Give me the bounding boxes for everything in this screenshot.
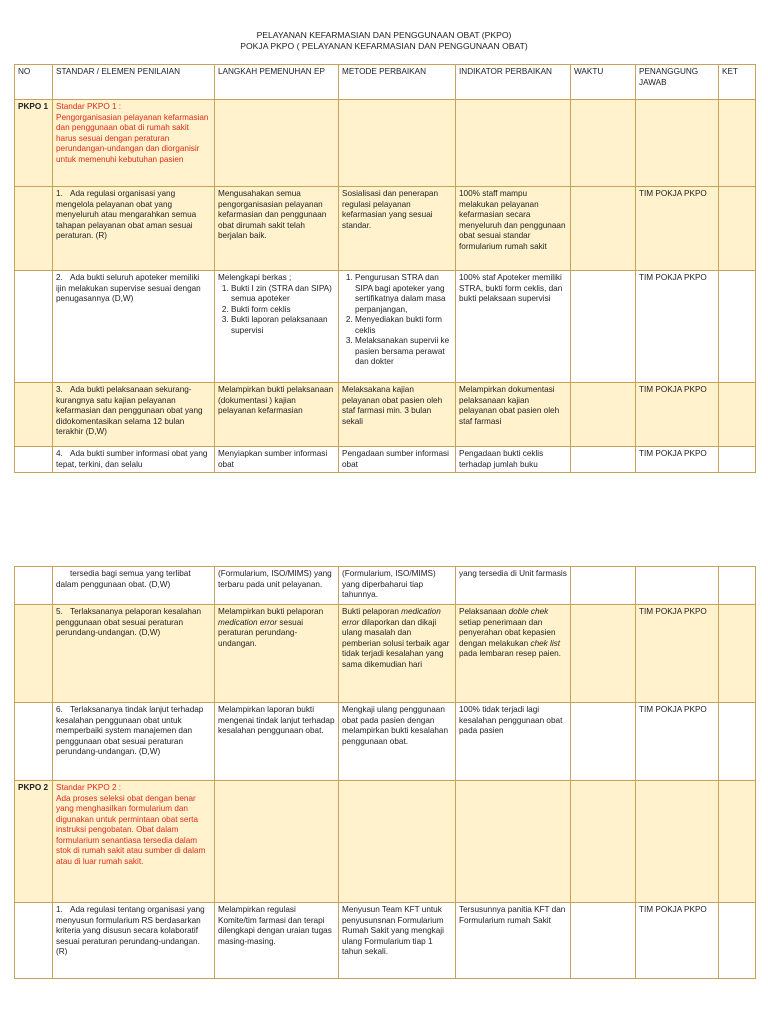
ep-metode: Melaksakana kajian pelayanan obat pasien oleh staf farmasi min. 3 bulan sekali xyxy=(339,383,456,447)
pkpo2-standar-text: Ada proses seleksi obat dengan benar yang menghasilkan formularium dan digunakan untuk permintaan obat serta instruksi pengobatan. Obat dalam formularium senantiasa tersedia dalam stok di rumah sakit atau sumber di dalam atau di luar rumah sakit. xyxy=(56,793,206,866)
pkpo1-standard-row xyxy=(15,100,756,187)
header-row xyxy=(15,65,756,100)
ep-langkah: Melampirkan regulasi Komite/tim farmasi dan terapi dilengkapi dengan uraian tugas masing-masing. xyxy=(215,903,339,979)
ep-ket xyxy=(719,187,756,271)
col-header-langkah: LANGKAH PEMENUHAN EP xyxy=(215,65,339,100)
pkpo2-standar xyxy=(53,781,215,903)
table-row xyxy=(15,903,756,979)
ep-langkah: Mengusahakan semua pengorganisasian pelayanan kefarmasian dan penggunaan obat dirumah sakit telah berjalan baik. xyxy=(215,187,339,271)
pkpo1-standar-text: Pengorganisasian pelayanan kefarmasian dan penggunaan obat di rumah sakit harus sesuai dengan peraturan perundangan-undangan dan diorganisir untuk memenuhi kebutuhan pasien xyxy=(56,112,209,164)
ep-indikator: yang tersedia di Unit farmasis xyxy=(456,567,571,605)
col-header-standar: STANDAR / ELEMEN PENILAIAN xyxy=(53,65,215,100)
ep-pj: TIM POKJA PKPO xyxy=(636,605,719,703)
ep-waktu xyxy=(571,187,636,271)
pkpo2-standar-title: Standar PKPO 2 : xyxy=(56,783,122,792)
ep-standar: tersedia bagi semua yang terlibat dalam penggunaan obat. (D,W) xyxy=(53,567,215,605)
ep-standar: 2. Ada bukti seluruh apoteker memiliki ijin melakukan supervise sesuai dengan penugasannya (D,W) xyxy=(53,271,215,383)
table-row xyxy=(15,703,756,781)
table-row xyxy=(15,187,756,271)
ep-ket xyxy=(719,383,756,447)
ep-metode: Menyusun Team KFT untuk penyusunsnan Formularium Rumah Sakit yang mengkaji ulang Formularium tiap 1 tahun sekali. xyxy=(339,903,456,979)
ep-standar: 4. Ada bukti sumber informasi obat yang tepat, terkini, dan selalu xyxy=(53,447,215,473)
pkpo1-no: PKPO 1 xyxy=(15,100,53,187)
ep-standar: 3. Ada bukti pelaksanaan sekurang-kurangnya satu kajian pelayanan kefarmasian dan penggunaan obat yang didokomentasikan selama 12 bulan terakhir (D,W) xyxy=(53,383,215,447)
ep-standar: 1. Ada regulasi tentang organisasi yang menyusun formularium RS berdasarkan kriteria yang disusun secara kolaboratif sesuai peraturan perundang-undangan. (R) xyxy=(53,903,215,979)
pkpo2-standard-row xyxy=(15,781,756,903)
ep-langkah: Melampirkan bukti pelaksanaan (dokumentasi ) kajian pelayanan kefarmasian xyxy=(215,383,339,447)
col-header-no: NO xyxy=(15,65,53,100)
ep-standar: 1. Ada regulasi organisasi yang mengelola pelayanan obat yang menyeluruh atau mengarahkan semua tahapan pelayanan obat aman sesuai peraturan. (R) xyxy=(53,187,215,271)
ep-langkah: Menyiapkan sumber informasi obat xyxy=(215,447,339,473)
ep-ket xyxy=(719,271,756,383)
ep-indikator: Tersusunnya panitia KFT dan Formularium rumah Sakit xyxy=(456,903,571,979)
ep-metode xyxy=(339,271,456,383)
pkpo1-standar-title: Standar PKPO 1 : xyxy=(56,102,122,111)
list-item: 2. Menyediakan bukti form ceklis xyxy=(355,315,452,336)
table-row xyxy=(15,447,756,473)
list-item: 3. Melaksanakan supervii ke pasien bersama perawat dan dokter xyxy=(355,336,452,368)
ep-waktu xyxy=(571,447,636,473)
ep-indikator: 100% staf Apoteker memiliki STRA, bukti form ceklis, dan bukti pelaksaan supervisi xyxy=(456,271,571,383)
list-item: 3. Bukti laporan pelaksanaan supervisi xyxy=(231,315,335,336)
ep-pj: TIM POKJA PKPO xyxy=(636,903,719,979)
pkpo2-no: PKPO 2 xyxy=(15,781,53,903)
col-header-ket: KET xyxy=(719,65,756,100)
ep-waktu xyxy=(571,383,636,447)
ep-langkah: (Formularium, ISO/MIMS) yang terbaru pada unit pelayanan. xyxy=(215,567,339,605)
list-item: 1. Pengurusan STRA dan SIPA bagi apoteker yang sertifikatnya dalam masa perpanjangan, xyxy=(355,273,452,315)
ep-metode: (Formularium, ISO/MIMS) yang diperbaharui tiap tahunnya. xyxy=(339,567,456,605)
ep-pj: TIM POKJA PKPO xyxy=(636,187,719,271)
table-row xyxy=(15,383,756,447)
ep-pj: TIM POKJA PKPO xyxy=(636,703,719,781)
list-item: 2. Bukti form ceklis xyxy=(231,305,335,316)
ep-metode: Sosialisasi dan penerapan regulasi pelayanan kefarmasian yang sesuai standar. xyxy=(339,187,456,271)
ep-standar: 6. Terlaksananya tindak lanjut terhadap kesalahan penggunaan obat untuk memperbaiki system manajemen dan penggunaan obat sesuai peraturan perundang-undangan. (D,W) xyxy=(53,703,215,781)
table-row xyxy=(15,605,756,703)
ep-ket xyxy=(719,447,756,473)
ep-metode: Bukti pelaporan medication error dilaporkan dan dikaji ulang masalah dan pemberian solusi terbaik agar tidak terjadi kesalahan yang sama dikemudian hari xyxy=(339,605,456,703)
ep-indikator: 100% staff mampu melakukan pelayanan kefarmasian secara menyeluruh dan penggunaan obat sesuai standar formularium rumah sakit xyxy=(456,187,571,271)
ep-langkah: Melampirkan bukti pelaporan medication error sesuai peraturan perundang-undangan. xyxy=(215,605,339,703)
col-header-pj: PENANGGUNG JAWAB xyxy=(636,65,719,100)
ep-indikator: Melampirkan dokumentasi pelaksanaan kajian pelayanan obat pasien oleh staf farmasi xyxy=(456,383,571,447)
ep-pj: TIM POKJA PKPO xyxy=(636,447,719,473)
ep-pj: TIM POKJA PKPO xyxy=(636,383,719,447)
document-title-line1: PELAYANAN KEFARMASIAN DAN PENGGUNAAN OBAT (PKPO) xyxy=(256,30,512,40)
col-header-indikator: INDIKATOR PERBAIKAN xyxy=(456,65,571,100)
col-header-metode: METODE PERBAIKAN xyxy=(339,65,456,100)
document-title-line2: POKJA PKPO ( PELAYANAN KEFARMASIAN DAN PENGGUNAAN OBAT) xyxy=(240,41,528,51)
ep-metode: Pengadaan sumber informasi obat xyxy=(339,447,456,473)
ep-waktu xyxy=(571,271,636,383)
pkpo1-standar xyxy=(53,100,215,187)
table-row xyxy=(15,567,756,605)
ep-langkah: Melampirkan laporan bukti mengenai tindak lanjut terhadap kesalahan penggunaan obat. xyxy=(215,703,339,781)
pkpo-table-page2 xyxy=(14,566,756,979)
col-header-waktu: WAKTU xyxy=(571,65,636,100)
ep-standar: 5. Terlaksananya pelaporan kesalahan penggunaan obat sesuai peraturan perundang-undangan. (D,W) xyxy=(53,605,215,703)
ep-indikator: 100% tidak terjadi lagi kesalahan penggunaan obat pada pasien xyxy=(456,703,571,781)
ep-langkah: Melengkapi berkas ; 1. Bukti I zin (STRA dan SIPA) semua apoteker 2. Bukti form ceklis 3. Bukti laporan pelaksanaan supervisi xyxy=(215,271,339,383)
ep-indikator: Pengadaan bukti ceklis terhadap jumlah buku xyxy=(456,447,571,473)
table-row xyxy=(15,271,756,383)
ep-metode: Mengkaji ulang penggunaan obat pada pasien dengan melampirkan bukti kesalahan penggunaan obat. xyxy=(339,703,456,781)
list-item: 1. Bukti I zin (STRA dan SIPA) semua apoteker xyxy=(231,284,335,305)
ep-indikator: Pelaksanaan doble chek setiap penerimaan dan penyerahan obat kepasien dengan melakukan chek list pada lembaran resep paien. xyxy=(456,605,571,703)
pkpo-table-page1 xyxy=(14,64,756,473)
ep-pj: TIM POKJA PKPO xyxy=(636,271,719,383)
